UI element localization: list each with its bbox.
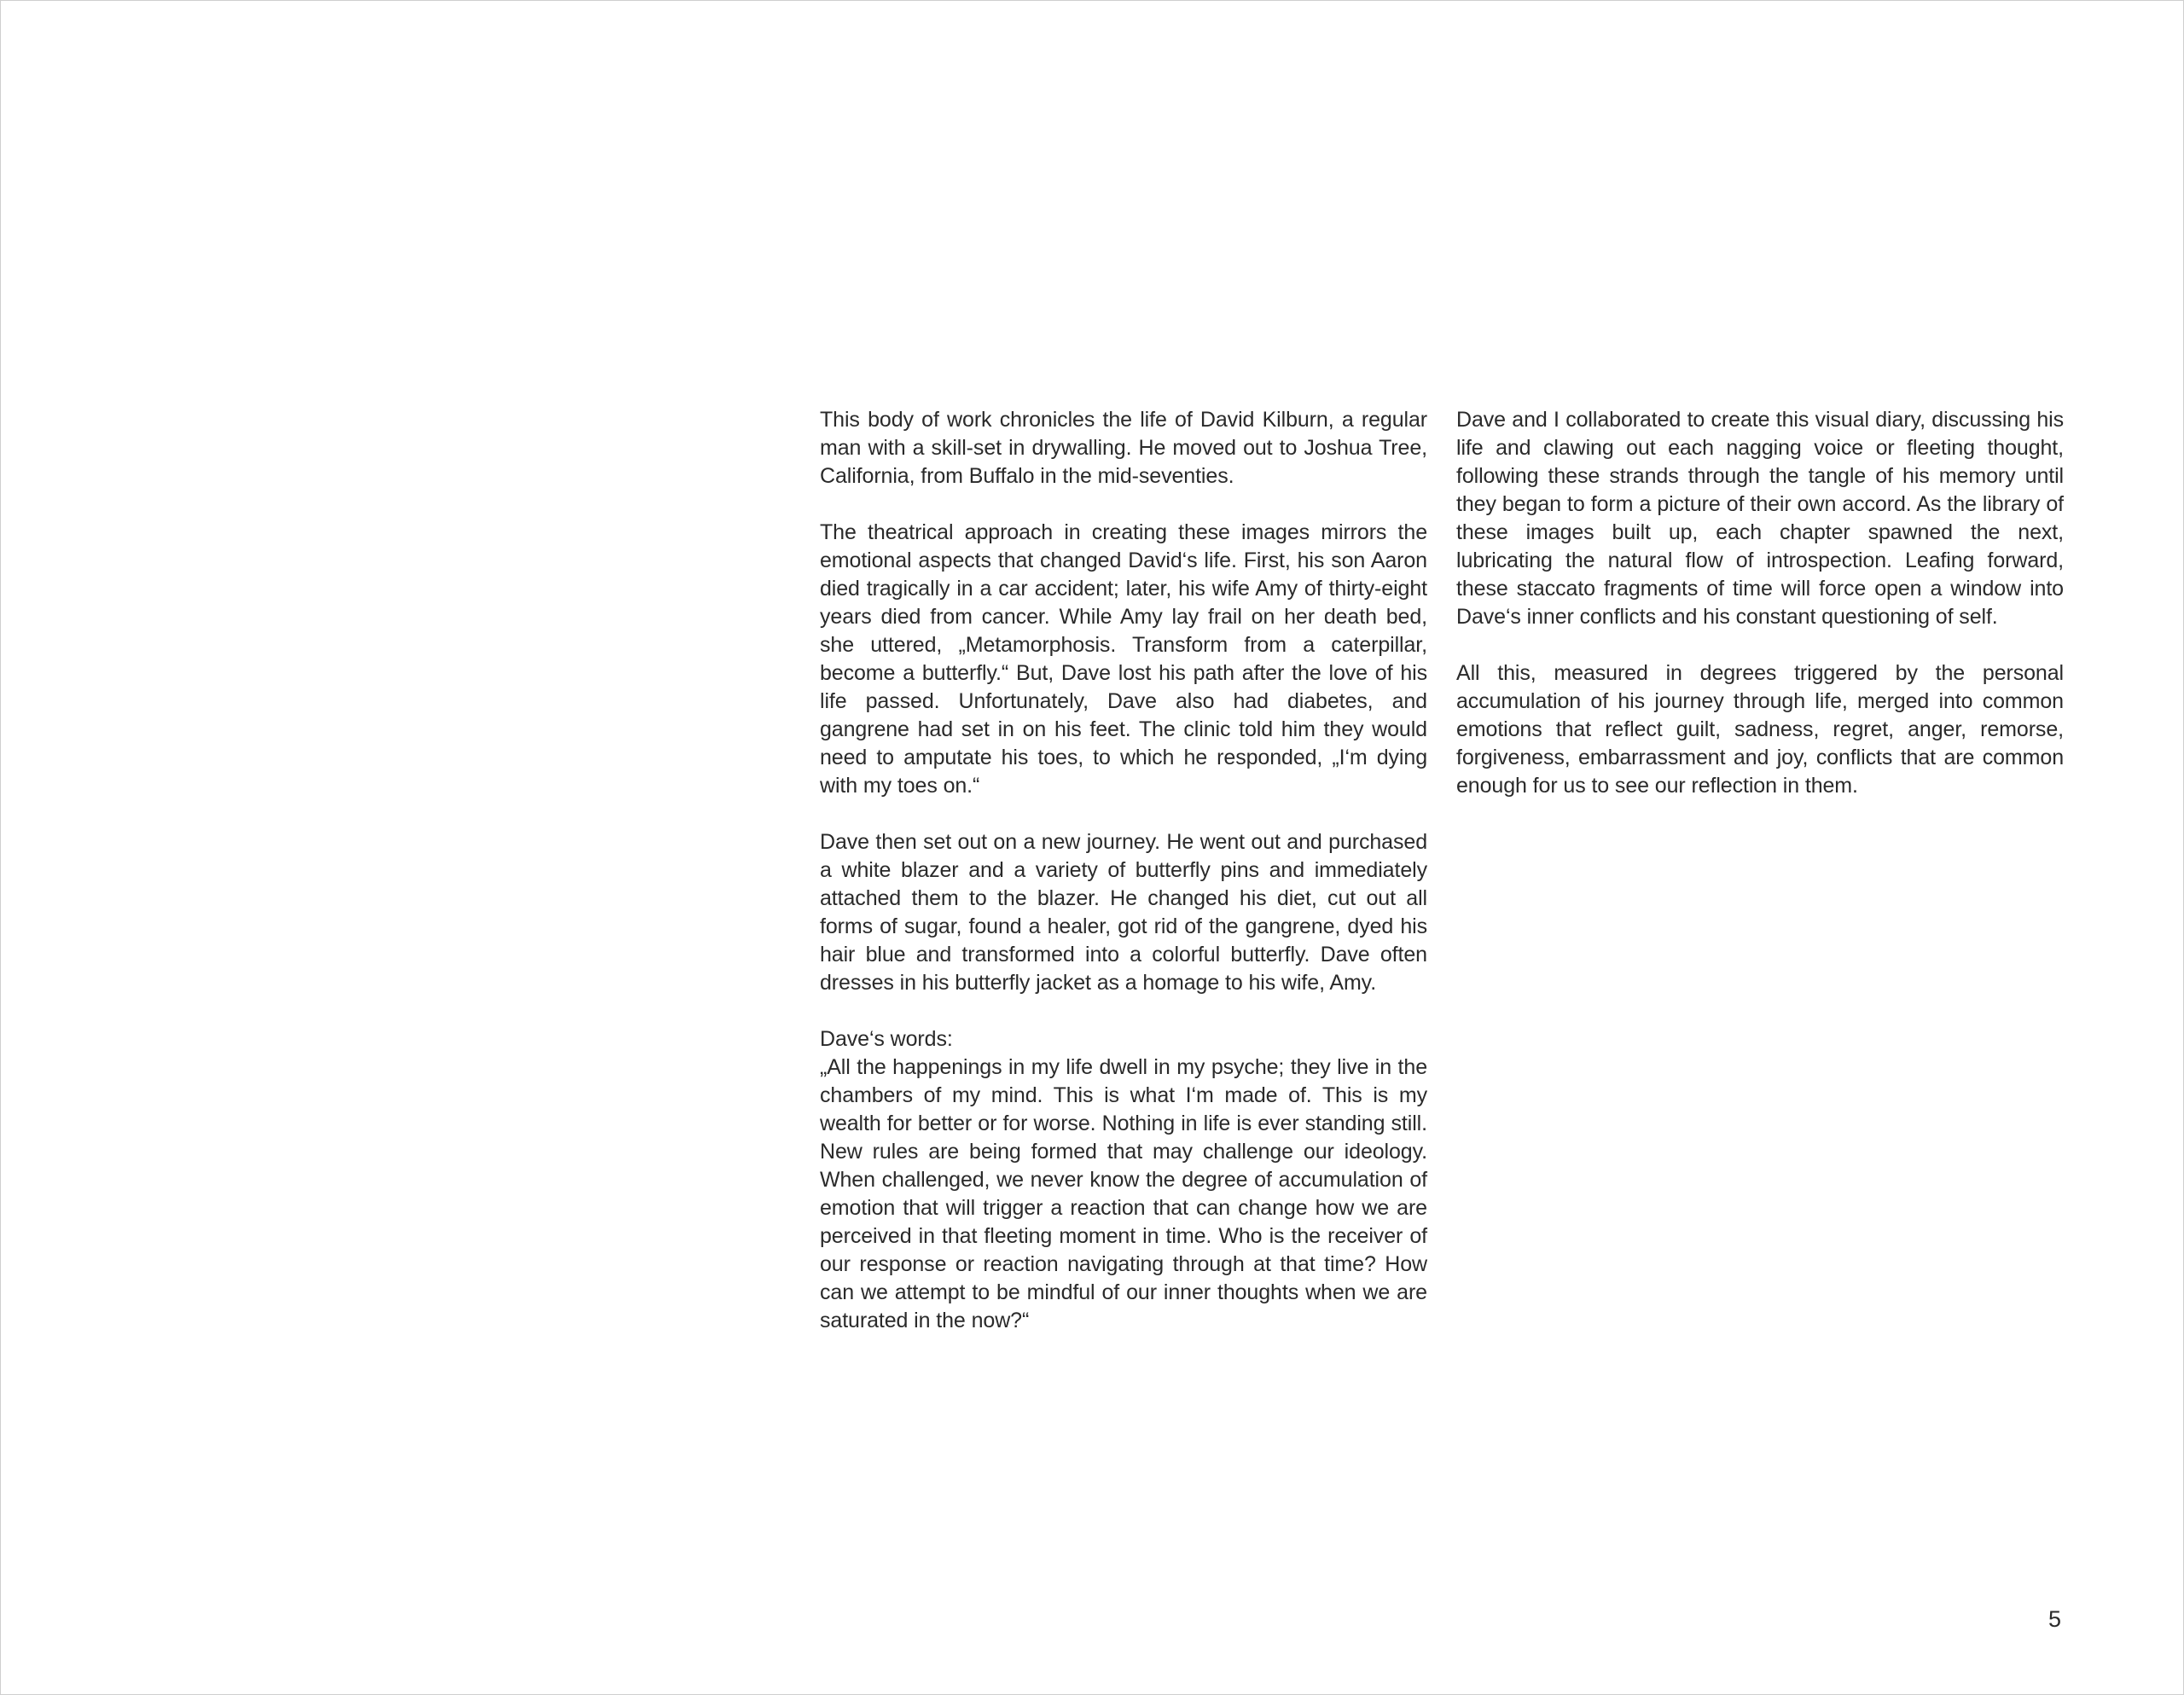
- left-text-column: [820, 406, 1427, 1335]
- daves-words-quote: „All the happenings in my life dwell in my psyche; they live in the chambers of my mind. This is what I‘m made of. This is my wealth for better or for worse. Nothing in life is ever standing still. New rules are being formed that may challenge our ideology. When challenged, we never know the degree of accumulation of emotion that will trigger a reaction that can change how we are perceived in that fleeting moment in time. Who is the receiver of our response or reaction navigating through at that time? How can we attempt to be mindful of our inner thoughts when we are saturated in the now?“: [820, 1055, 1427, 1332]
- paragraph-new-journey: Dave then set out on a new journey. He went out and purchased a white blazer and a variety of butterfly pins and immediately attached them to the blazer. He changed his diet, cut out all forms of sugar, found a healer, got rid of the gangrene, dyed his hair blue and transformed into a colorful butterfly. Dave often dresses in his butterfly jacket as a homage to his wife, Amy.: [820, 830, 1427, 995]
- page-number: 5: [2048, 1606, 2061, 1632]
- paragraph-measured-in-degrees: All this, measured in degrees triggered by the personal accumulation of his journey through life, merged into common emotions that reflect guilt, sadness, regret, anger, remorse, forgiveness, embarrassment and joy, conflicts that are common enough for us to see our reflection in them.: [1456, 661, 2064, 798]
- daves-words-heading: Dave‘s words:: [820, 1027, 953, 1051]
- paragraph-theatrical-approach: The theatrical approach in creating these images mirrors the emotional aspects that changed David‘s life. First, his son Aaron died tragically in a car accident; later, his wife Amy of thirty-eight years died from cancer. While Amy lay frail on her death bed, she uttered, „Metamorphosis. Transform from a caterpillar, become a butterfly.“ But, Dave lost his path after the love of his life passed. Unfortunately, Dave also had diabetes, and gangrene had set in on his feet. The clinic told him they would need to amputate his toes, to which he responded, „I‘m dying with my toes on.“: [820, 520, 1427, 798]
- right-text-column: [1456, 406, 2064, 800]
- paragraph-collaboration: Dave and I collaborated to create this visual diary, discussing his life and clawing out each nagging voice or fleeting thought, following these strands through the tangle of his memory until they began to form a picture of their own accord. As the library of these images built up, each chapter spawned the next, lubricating the natural flow of introspection. Leafing forward, these staccato fragments of time will force open a window into Dave‘s inner conflicts and his constant questioning of self.: [1456, 408, 2064, 629]
- paragraph-intro: This body of work chronicles the life of David Kilburn, a regular man with a skill-set in drywalling. He moved out to Joshua Tree, California, from Buffalo in the mid-seventies.: [820, 408, 1427, 488]
- paragraph-daves-words: [820, 1025, 1427, 1335]
